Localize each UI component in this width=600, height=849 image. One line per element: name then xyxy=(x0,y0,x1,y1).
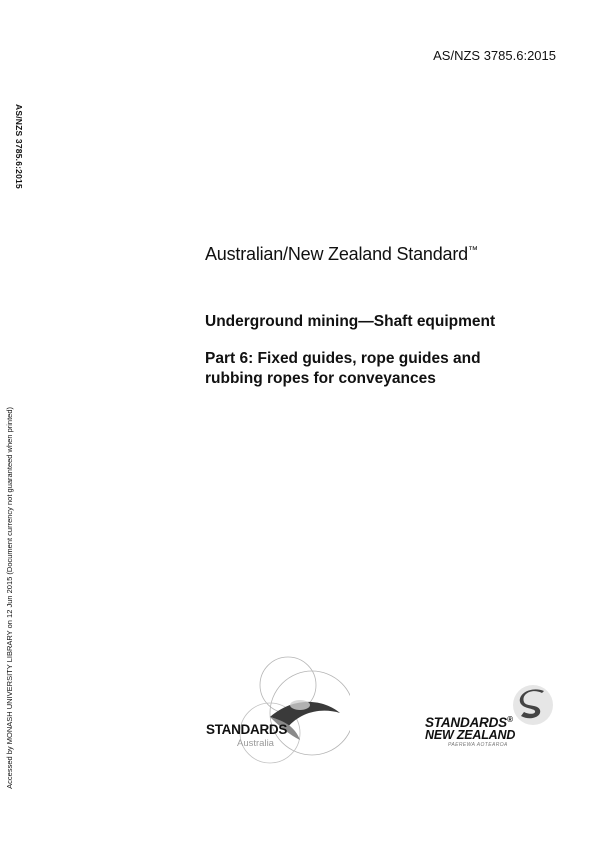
standards-australia-wordmark: STANDARDS xyxy=(206,722,288,737)
access-note: Accessed by MONASH UNIVERSITY LIBRARY on 12 Jun 2015 (Document currency not guaranteed when printed) xyxy=(5,407,14,789)
standards-nz-country: NEW ZEALAND xyxy=(425,728,516,742)
series-title xyxy=(205,244,478,265)
spine-document-number: AS/NZS 3785.6:2015 xyxy=(14,104,24,189)
trademark-symbol: ™ xyxy=(467,245,478,256)
registered-symbol: ® xyxy=(506,715,513,724)
standards-nz-wordmark-text: STANDARDS xyxy=(425,715,507,730)
document-number: AS/NZS 3785.6:2015 xyxy=(433,48,556,63)
standards-australia-subtitle: Australia xyxy=(237,738,274,749)
standards-australia-logo-icon xyxy=(200,655,350,770)
part-title: Part 6: Fixed guides, rope guides and rubbing ropes for conveyances xyxy=(205,350,481,388)
standards-nz-logo-icon xyxy=(512,684,554,726)
standards-nz-maori-name: PAEREWA AOTEAROA xyxy=(448,742,508,748)
main-title: Underground mining—Shaft equipment xyxy=(205,313,496,330)
series-title-text: Australian/New Zealand Standard xyxy=(205,244,468,264)
